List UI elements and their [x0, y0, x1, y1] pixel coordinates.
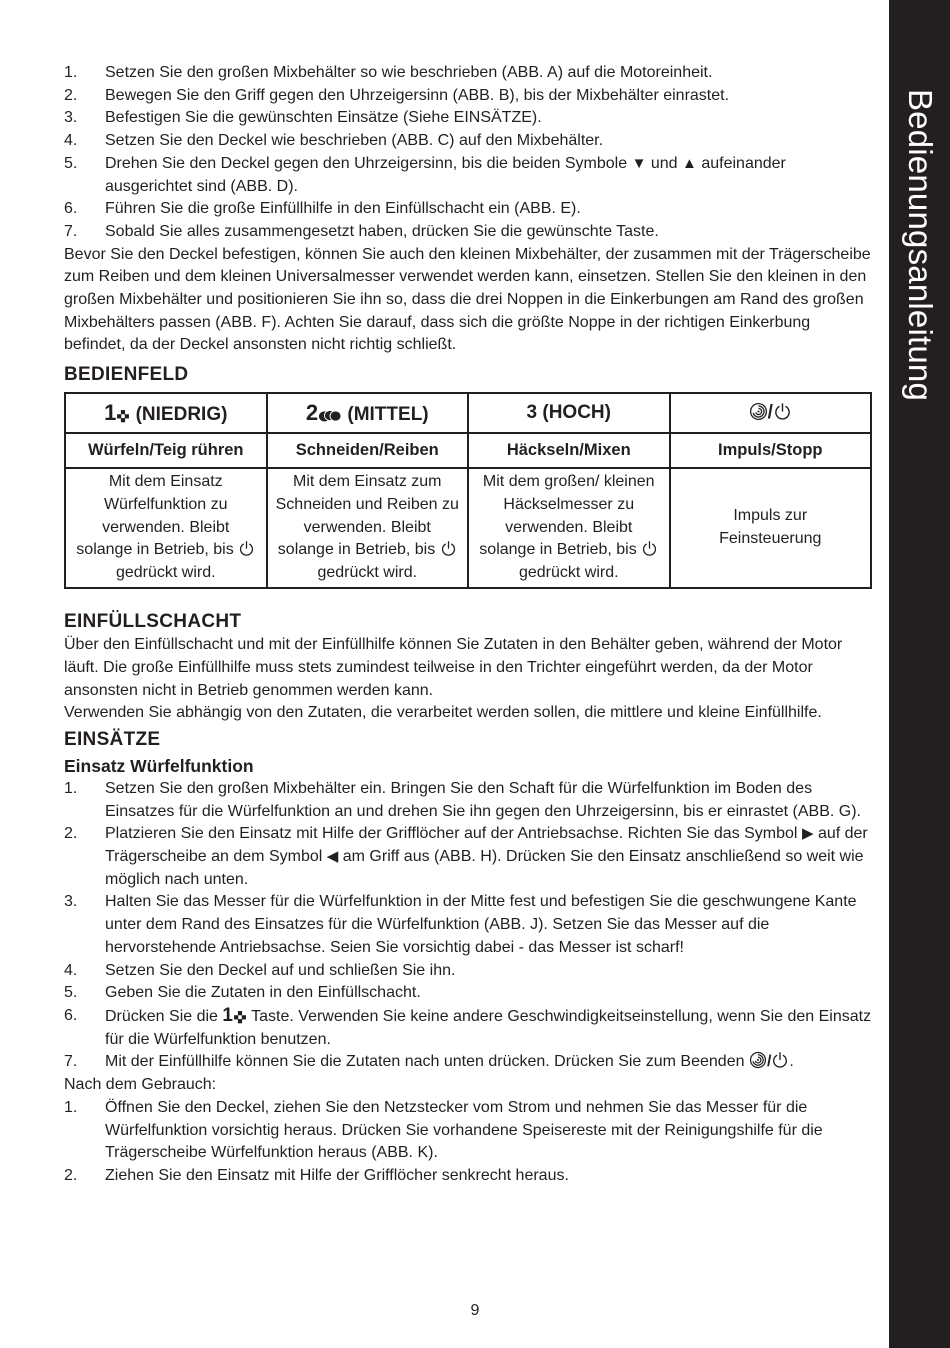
function-description: Mit dem Einsatz Würfelfunktion zu verwenden. Bleibt solange in Betrieb, bis gedrückt wird. — [65, 468, 267, 588]
list-item: 1. Setzen Sie den großen Mixbehälter ein. Bringen Sie den Schaft für die Würfelfunktion im Boden des Einsatzes für die Würfelfunktion an und drehen Sie ihn gegen den Uhrzeigersinn, bis er einrastet (ABB. G). — [64, 779, 861, 820]
speed-3-cell: 3 (HOCH) — [468, 393, 670, 433]
after-use-label: Nach dem Gebrauch: — [64, 1076, 217, 1094]
list-item: 3. Halten Sie das Messer für die Würfelfunktion in der Mitte fest und befestigen Sie die geschwungene Kante unter dem Rand des Einsatzes für die Würfelfunktion (ABB. J). Setzen Sie das Messer auf die hervorstehende Antriebsachse. Seien Sie vorsichtig dabei - das Messer ist scharf! — [64, 893, 857, 956]
list-item: 2. Bewegen Sie den Griff gegen den Uhrzeigersinn (ABB. B), bis der Mixbehälter einrastet. — [64, 86, 730, 104]
control-panel-table — [64, 392, 872, 589]
list-item: 6. Drücken Sie die 1 Taste. Verwenden Sie keine andere Geschwindigkeitseinstellung, wenn Sie den Einsatz für die Würfelfunktion benutzen. — [64, 1004, 872, 1048]
einfuellschacht-paragraph: Verwenden Sie abhängig von den Zutaten, die verarbeitet werden sollen, die mittlere und kleine Einfüllhilfe. — [64, 704, 822, 722]
slices-icon — [318, 408, 342, 423]
list-item: 7. Sobald Sie alles zusammengesetzt haben, drücken Sie die gewünschte Taste. — [64, 222, 659, 240]
speed-1-cell: 1 (NIEDRIG) — [65, 393, 267, 433]
function-description: Impuls zur Feinsteuerung — [670, 468, 872, 588]
einsatz-steps — [64, 778, 874, 1074]
intro-steps — [64, 62, 874, 244]
side-tab-title: Bedienungsanleitung — [902, 88, 939, 402]
list-item: 1. Setzen Sie den großen Mixbehälter so wie beschrieben (ABB. A) auf die Motoreinheit. — [64, 64, 713, 81]
cubes-icon — [233, 1010, 247, 1024]
pulse-icon — [749, 402, 768, 421]
power-icon — [238, 540, 255, 557]
function-description: Mit dem Einsatz zum Schneiden und Reiben zu verwenden. Bleibt solange in Betrieb, bis gedrückt wird. — [267, 468, 469, 588]
list-item: 5. Drehen Sie den Deckel gegen den Uhrzeigersinn, bis die beiden Symbole ▼ und ▲ aufeinander ausgerichtet sind (ABB. D). — [64, 154, 786, 195]
right-triangle-icon: ▶ — [801, 825, 814, 843]
einfuellschacht-heading: EINFÜLLSCHACHT — [64, 611, 242, 633]
function-description: Mit dem großen/ kleinen Häckselmesser zu verwenden. Bleibt solange in Betrieb, bis gedrückt wird. — [468, 468, 670, 588]
power-icon — [641, 540, 658, 557]
power-icon — [440, 540, 457, 557]
list-item: 2. Ziehen Sie den Einsatz mit Hilfe der Grifflöcher senkrecht heraus. — [64, 1166, 569, 1184]
intro-paragraph: Bevor Sie den Deckel befestigen, können Sie auch den kleinen Mixbehälter, der zusammen mit der Trägerscheibe zum Reiben und dem kleinen Universalmesser verwendet werden kann, einsetzen. Stellen Sie den kleinen in den großen Mixbehälter und positionieren Sie ihn so, dass die drei Noppen in die Einkerbungen am Rand des großen Mixbehälters passen (ABB. F). Achten Sie darauf, dass sich die größte Noppe in der richtigen Einkerbung befindet, da der Deckel ansonsten nicht richtig schließt. — [64, 245, 871, 354]
power-icon — [773, 402, 792, 421]
list-item: 5. Geben Sie die Zutaten in den Einfüllschacht. — [64, 984, 421, 1002]
after-use-steps — [64, 1097, 874, 1188]
bedienfeld-heading: BEDIENFELD — [64, 364, 189, 386]
list-item: 6. Führen Sie die große Einfüllhilfe in den Einfüllschacht ein (ABB. E). — [64, 200, 581, 218]
list-item: 2. Platzieren Sie den Einsatz mit Hilfe der Grifflöcher auf der Antriebsachse. Richten Sie das Symbol ▶ auf der Trägerscheibe an dem Symbol ◀ am Griff aus (ABB. H). Drücken Sie den Einsatz anschließend so weit wie möglich nach unten. — [64, 825, 868, 888]
function-label: Impuls/Stopp — [670, 433, 872, 468]
page-number: 9 — [470, 1302, 480, 1319]
up-triangle-icon: ▲ — [682, 154, 697, 172]
einsaetze-heading: EINSÄTZE — [64, 728, 161, 750]
page-content — [64, 62, 874, 1188]
cubes-icon — [116, 409, 130, 423]
list-item: 4. Setzen Sie den Deckel wie beschrieben (ABB. C) auf den Mixbehälter. — [64, 132, 604, 150]
left-triangle-icon: ◀ — [326, 848, 339, 866]
einfuellschacht-paragraph: Über den Einfüllschacht und mit der Einfüllhilfe können Sie Zutaten in den Behälter geben, während der Motor läuft. Die große Einfüllhilfe muss stets zumindest teilweise in den Trichter eingeführt werden, da der Motor ansonsten nicht in Betrieb genommen werden kann. — [64, 636, 843, 699]
einsatz-subheading: Einsatz Würfelfunktion — [64, 755, 254, 776]
pulse-icon — [749, 1051, 767, 1069]
power-icon — [771, 1051, 789, 1069]
function-label: Häckseln/Mixen — [468, 433, 670, 468]
pulse-stop-cell: / — [670, 393, 872, 433]
speed-2-cell: 2 (MITTEL) — [267, 393, 469, 433]
down-triangle-icon: ▼ — [631, 154, 647, 172]
list-item: 7. Mit der Einfüllhilfe können Sie die Zutaten nach unten drücken. Drücken Sie zum Beenden / . — [64, 1053, 794, 1071]
list-item: 3. Befestigen Sie die gewünschten Einsätze (Siehe EINSÄTZE). — [64, 109, 542, 127]
function-label: Würfeln/Teig rühren — [65, 433, 267, 468]
list-item: 1. Öffnen Sie den Deckel, ziehen Sie den Netzstecker vom Strom und nehmen Sie das Messer für die Würfelfunktion vorsichtig heraus. Drücken Sie vorhandene Speisereste mit der Reinigungshilfe für die Trägerscheibe Würfelfunktion heraus (ABB. K). — [64, 1098, 823, 1162]
list-item: 4. Setzen Sie den Deckel auf und schließen Sie ihn. — [64, 961, 456, 979]
function-label: Schneiden/Reiben — [267, 433, 469, 468]
